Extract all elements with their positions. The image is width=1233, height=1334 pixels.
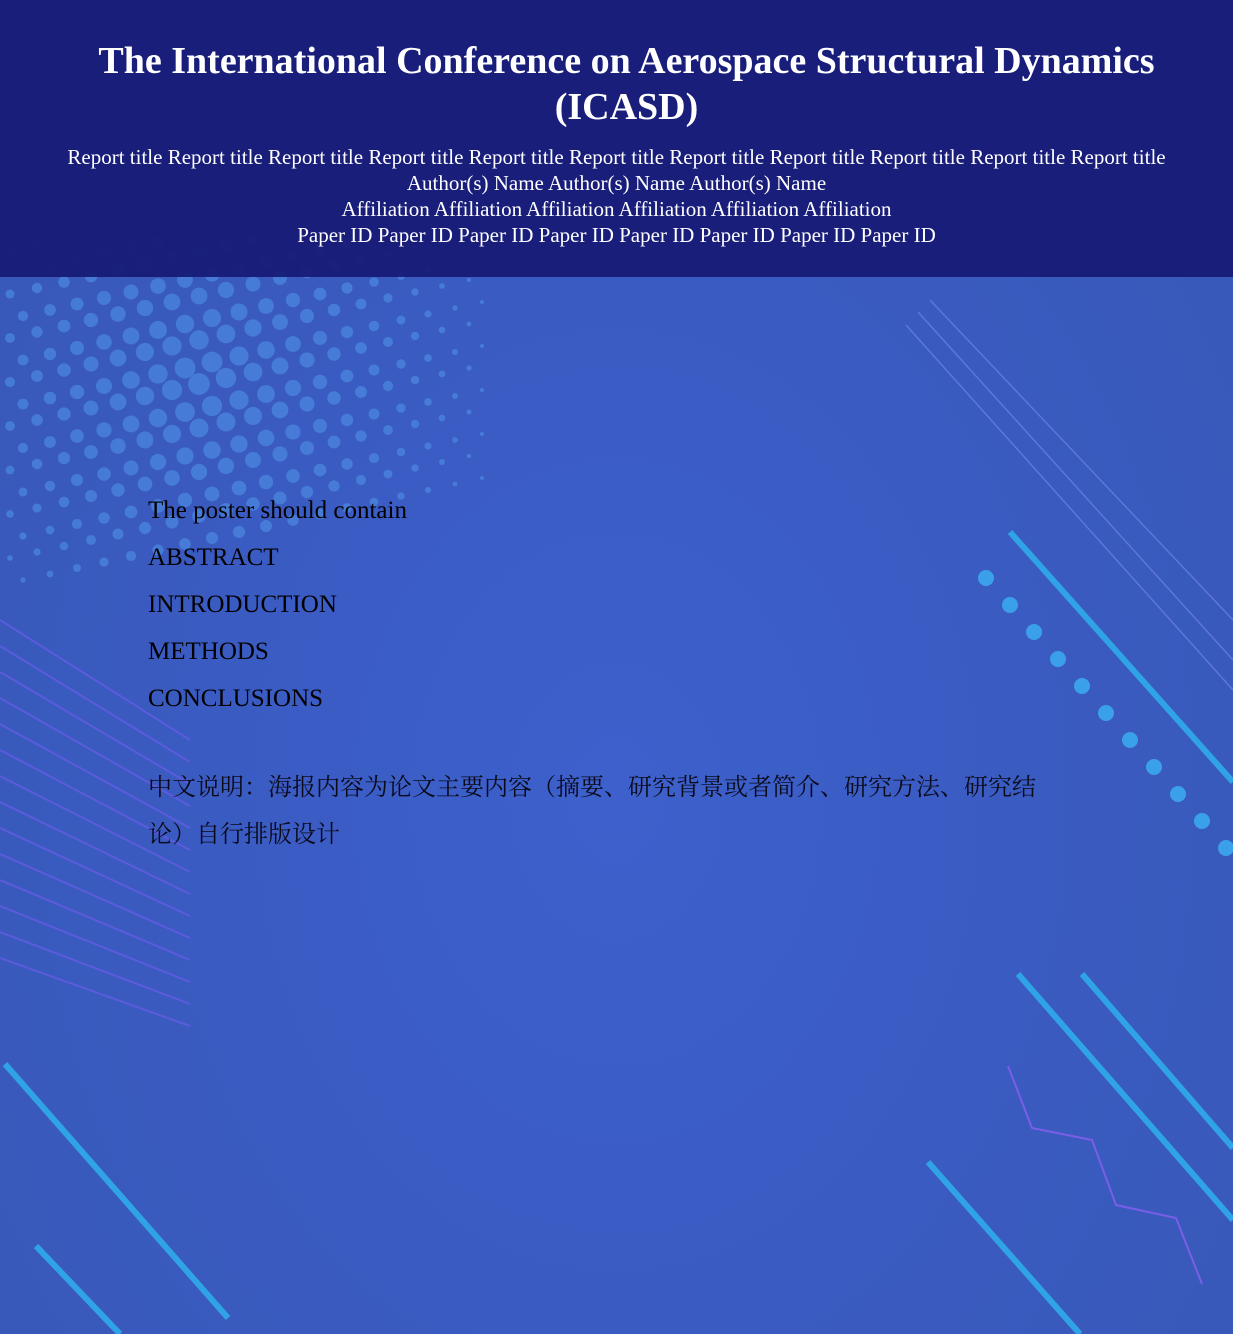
decor-dot [272, 314, 288, 330]
decor-dot [1098, 705, 1114, 721]
decor-dot [44, 304, 56, 316]
decor-dot [163, 425, 181, 443]
decor-dot [300, 309, 314, 323]
decor-dot [203, 441, 221, 459]
decor-dot [1122, 732, 1138, 748]
decor-dot [314, 288, 327, 301]
decor-dot [341, 370, 354, 383]
decor-dot [7, 555, 13, 561]
decor-dot [46, 526, 55, 535]
decor-dot [480, 476, 484, 480]
decor-dot [96, 334, 112, 350]
decor-dot [383, 293, 392, 302]
decor-dot [99, 557, 108, 566]
poster-intro: The poster should contain [148, 497, 407, 524]
decor-dot [285, 336, 301, 352]
decor-dot [176, 447, 193, 464]
decor-dot [112, 528, 123, 539]
decor-dot [96, 422, 111, 437]
decor-dot [452, 349, 458, 355]
decor-dot [137, 432, 154, 449]
decor-dot [31, 370, 43, 382]
decor-dot [149, 321, 167, 339]
decor-dot [31, 414, 43, 426]
decor-dot [217, 413, 236, 432]
decor-dot [424, 354, 432, 362]
decor-dot [136, 343, 154, 361]
decor-dot [411, 332, 419, 340]
decor-dot [328, 436, 341, 449]
decor-dot [368, 364, 379, 375]
decor-dot [383, 381, 393, 391]
decor-dot [83, 356, 98, 371]
poster-header [0, 0, 1233, 277]
decor-dot [396, 403, 405, 412]
decor-dot [125, 506, 138, 519]
authors: Author(s) Name Author(s) Name Author(s) Name [406, 171, 827, 195]
decor-dot [137, 300, 153, 316]
decor-line [0, 906, 190, 982]
decor-dot [70, 341, 84, 355]
decor-dot [452, 305, 457, 310]
decor-dot [244, 319, 261, 336]
decor-dot [150, 278, 166, 294]
decor-dot [44, 348, 56, 360]
decor-dot [71, 474, 83, 486]
section-methods: METHODS [148, 638, 269, 665]
decor-dot [110, 394, 127, 411]
decor-dot [355, 386, 367, 398]
decor-dot [258, 298, 274, 314]
decor-dot [86, 535, 96, 545]
decor-dot [19, 488, 28, 497]
decor-dot [33, 548, 40, 555]
decor-dot [162, 336, 181, 355]
decor-dot [286, 293, 300, 307]
decor-dot [44, 436, 56, 448]
decor-dot [45, 481, 56, 492]
decor-dot [111, 483, 124, 496]
decor-dot [230, 303, 247, 320]
decor-dot [285, 424, 300, 439]
decor-dot [369, 321, 380, 332]
decor-dot [258, 430, 275, 447]
decor-dot [32, 283, 42, 293]
decor-dot [122, 371, 140, 389]
decor-dot [71, 298, 84, 311]
decor-dot [355, 342, 367, 354]
decor-dot [299, 352, 314, 367]
decor-dot [164, 294, 181, 311]
decor-dot [397, 448, 406, 457]
decor-dot [202, 396, 222, 416]
decor-dot [369, 409, 380, 420]
section-conclusions: CONCLUSIONS [148, 685, 324, 712]
decor-dot [136, 387, 154, 405]
decor-dot [202, 352, 223, 373]
decor-dot [20, 577, 25, 582]
decor-dot [313, 375, 327, 389]
decor-dot [148, 364, 167, 383]
decor-dot [58, 276, 70, 288]
decor-dot [272, 446, 287, 461]
decor-dot [203, 309, 221, 327]
decor-dot [191, 288, 208, 305]
decor-dot [5, 333, 15, 343]
decor-dot [70, 429, 84, 443]
decor-dot [84, 401, 99, 416]
decor-dot [467, 278, 471, 282]
decor-dot [230, 435, 247, 452]
decor-dot [57, 363, 70, 376]
decor-dot [356, 475, 366, 485]
decor-dot [123, 460, 138, 475]
decor-dot [97, 467, 111, 481]
decor-dot [369, 277, 379, 287]
decor-dot [58, 452, 70, 464]
decor-dot [1146, 759, 1162, 775]
decor-dot [327, 391, 341, 405]
decor-dot [245, 452, 261, 468]
decor-dot [189, 330, 208, 349]
decor-dot [341, 458, 352, 469]
decor-dot [18, 311, 28, 321]
decor-dot [218, 458, 234, 474]
decor-dot [383, 425, 393, 435]
decor-dot [272, 358, 289, 375]
decor-dot [480, 432, 484, 436]
decor-dot [396, 359, 405, 368]
decor-dot [439, 283, 445, 289]
decor-dot [32, 503, 41, 512]
decor-dot [6, 466, 15, 475]
decor-dot [85, 490, 97, 502]
decor-dot [44, 392, 57, 405]
decor-dot [58, 320, 71, 333]
decor-dot [123, 328, 140, 345]
decor-dot [355, 430, 366, 441]
decor-dot [424, 310, 431, 317]
decor-dot [369, 453, 379, 463]
decor-dot [1218, 840, 1233, 856]
decor-dot [150, 454, 166, 470]
decor-dot [452, 393, 458, 399]
decor-dot [424, 442, 431, 449]
decor-dot [341, 326, 353, 338]
paper-ids: Paper ID Paper ID Paper ID Paper ID Paper ID Paper ID Paper ID Paper ID [297, 223, 936, 247]
decor-dot [257, 385, 275, 403]
decor-dot [5, 421, 15, 431]
decor-dot [424, 398, 432, 406]
decor-dot [123, 416, 140, 433]
decor-dot [97, 291, 111, 305]
decor-dot [72, 519, 82, 529]
affiliations: Affiliation Affiliation Affiliation Affiliation Affiliation Affiliation [341, 197, 892, 221]
decor-dot [110, 438, 125, 453]
decor-dot [452, 437, 458, 443]
decor-dot [439, 459, 445, 465]
zigzag-line [1008, 1066, 1202, 1284]
decor-dot [245, 276, 260, 291]
decor-dot [176, 315, 194, 333]
decor-dot [453, 482, 458, 487]
decor-dot [466, 409, 471, 414]
decor-dot [84, 313, 98, 327]
decor-dot [57, 407, 70, 420]
decor-dot [411, 420, 419, 428]
decor-dot [6, 510, 13, 517]
decor-dot [341, 282, 352, 293]
decor-dot [229, 390, 248, 409]
decor-dot [313, 331, 327, 345]
decor-dot [164, 470, 180, 486]
conference-title: The International Conference on Aerospace Structural Dynamics (ICASD) [98, 40, 1155, 128]
decor-dot [466, 365, 471, 370]
decor-dot [110, 306, 125, 321]
decor-dot [1170, 786, 1186, 802]
decor-dot [60, 542, 69, 551]
decor-dot [18, 443, 28, 453]
decor-dot [384, 470, 393, 479]
decor-dot [285, 380, 301, 396]
decor-dot [110, 350, 127, 367]
decor-dot [411, 288, 418, 295]
decor-dot [480, 388, 484, 392]
decor-dot [96, 378, 112, 394]
decor-dot [480, 344, 484, 348]
decor-dot [149, 409, 167, 427]
decor-dot [411, 376, 420, 385]
decor-dot [98, 512, 109, 523]
decor-dot [286, 469, 300, 483]
decor-dot [328, 304, 341, 317]
decor-dot [327, 347, 340, 360]
decor-line [0, 880, 190, 960]
decor-dot [32, 459, 43, 470]
decor-dot [123, 284, 138, 299]
decor-dot [59, 497, 70, 508]
decor-dot [47, 571, 54, 578]
decor-dot [70, 385, 84, 399]
decor-dot [467, 322, 472, 327]
decor-dot [218, 282, 234, 298]
decor-dot [383, 337, 393, 347]
decor-dot [356, 299, 367, 310]
decor-dot [175, 402, 195, 422]
decor-dot [272, 402, 289, 419]
decor-dot [175, 358, 196, 379]
decor-dot [191, 464, 207, 480]
decor-dot [188, 373, 210, 395]
decor-dot [341, 414, 353, 426]
decor-dot [439, 371, 446, 378]
decor-dot [5, 377, 15, 387]
decor-dot [190, 419, 209, 438]
decor-dot [18, 355, 29, 366]
decor-dot [397, 316, 406, 325]
decor-dot [216, 368, 236, 388]
decor-dot [313, 419, 327, 433]
decor-dot [217, 325, 236, 344]
decor-dot [467, 454, 472, 459]
decor-dot [244, 363, 263, 382]
poster-content [148, 487, 1098, 882]
decor-dot [6, 290, 15, 299]
decor-dot [314, 464, 327, 477]
chinese-note: 中文说明：海报内容为论文主要内容（摘要、研究背景或者简介、研究方法、研究结论）自行排版设计 [148, 773, 1036, 848]
decor-dot [439, 327, 446, 334]
decor-dot [244, 407, 262, 425]
decor-dot [411, 464, 418, 471]
decor-dot [299, 396, 314, 411]
decor-dot [18, 399, 29, 410]
decor-dot [19, 532, 26, 539]
report-title: Report title Report title Report title Report title Report title Report title Report title Report title Report title Report title Report title [67, 145, 1166, 169]
decor-dot [1194, 813, 1210, 829]
decor-dot [84, 445, 98, 459]
decor-dot [480, 300, 484, 304]
decor-dot [126, 551, 136, 561]
decor-dot [257, 341, 274, 358]
decor-dot [73, 564, 81, 572]
decor-dot [229, 346, 248, 365]
decor-dot [162, 380, 182, 400]
section-introduction: INTRODUCTION [148, 591, 337, 618]
section-abstract: ABSTRACT [148, 544, 279, 571]
decor-dot [439, 415, 446, 422]
decor-dot [300, 441, 314, 455]
decor-dot [31, 326, 42, 337]
